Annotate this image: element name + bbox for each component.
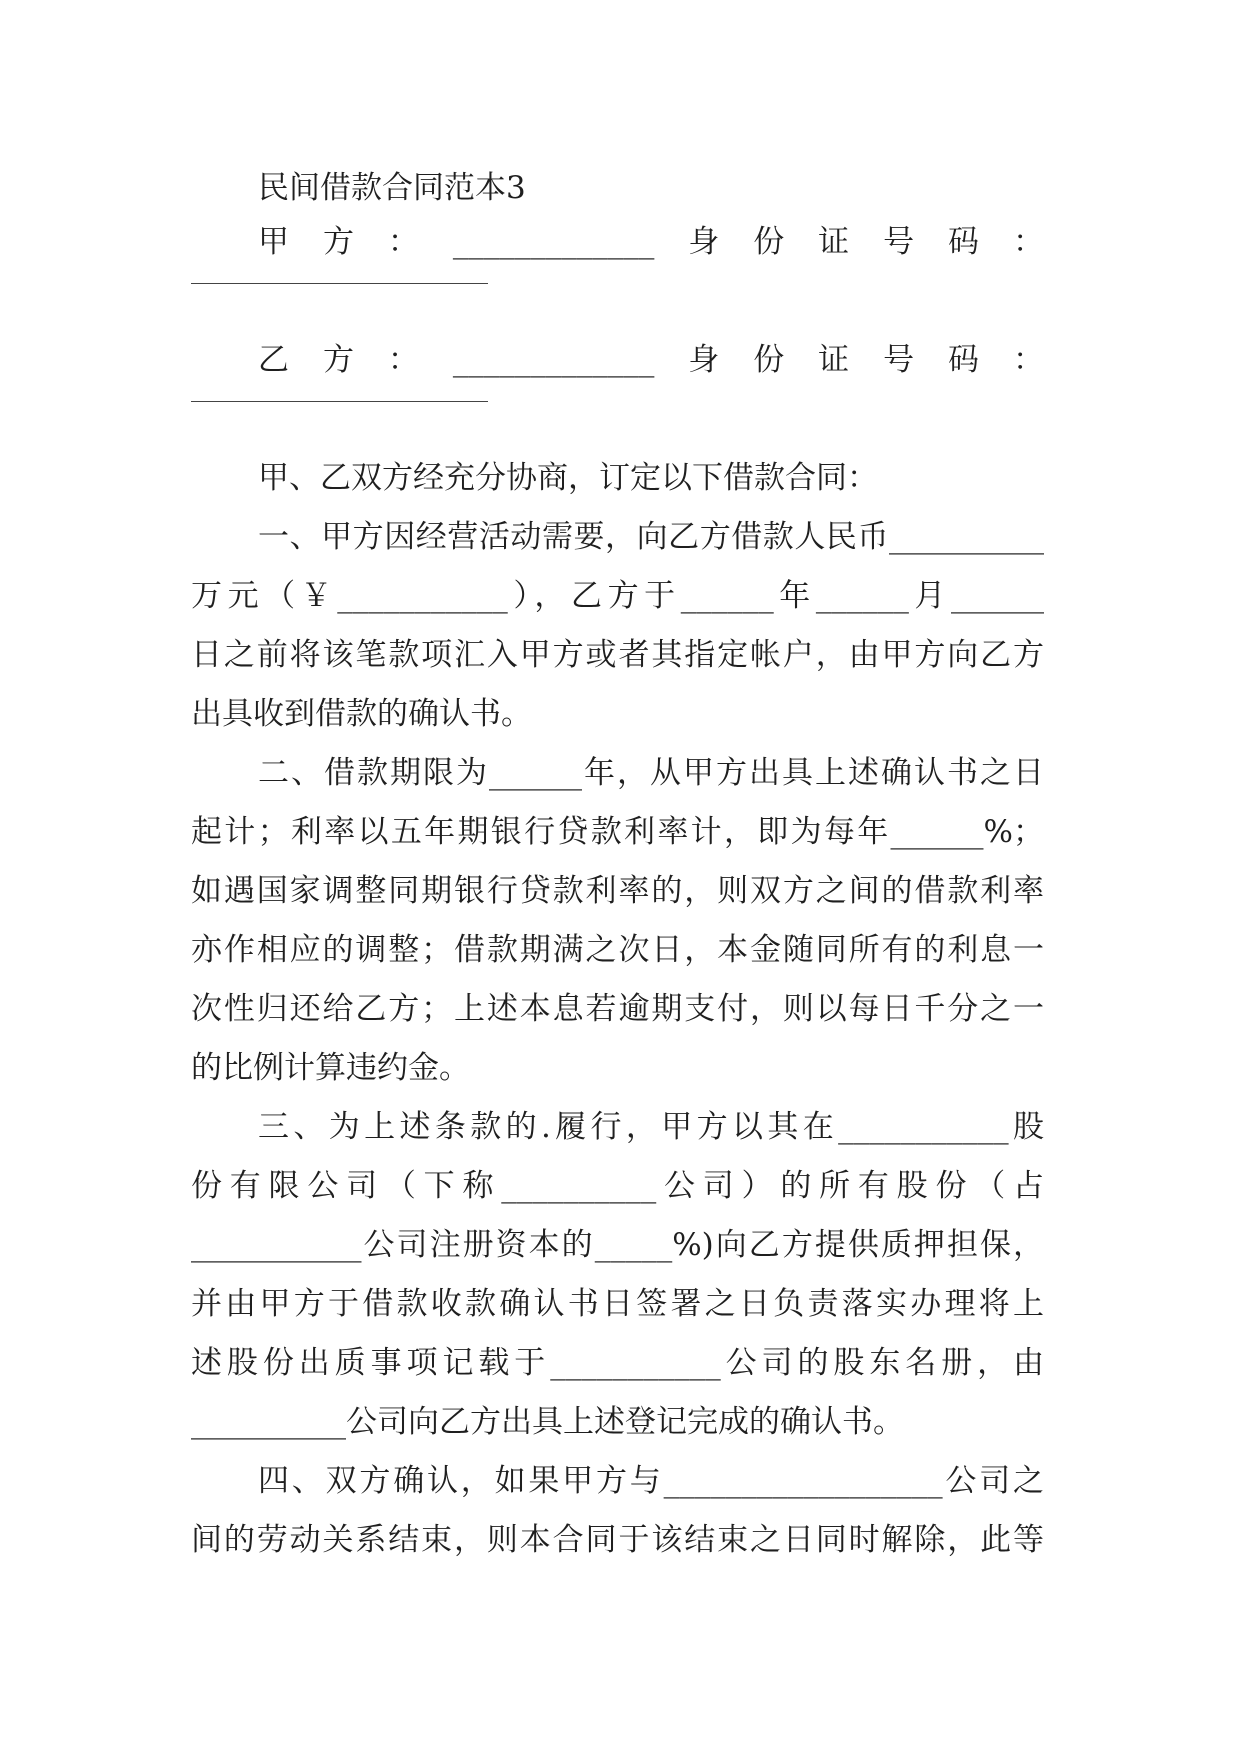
clause-1-line-2: 万元（￥___________），乙方于______年______月______ (191, 578, 1044, 614)
clause-4-line-2: 间的劳动关系结束，则本合同于该结束之日同时解除，此等 (191, 1522, 1044, 1558)
clause-2-line-1: 二、借款期限为______年，从甲方出具上述确认书之日 (258, 755, 1044, 791)
preamble-line: 甲、乙双方经充分协商，订定以下借款合同： (258, 460, 878, 496)
clause-2-line-3: 如遇国家调整同期银行贷款利率的，则双方之间的借款利率 (191, 873, 1044, 909)
clause-3-line-4: 并由甲方于借款收款确认书日签署之日负责落实办理将上 (191, 1286, 1044, 1322)
clause-1-line-3: 日之前将该笔款项汇入甲方或者其指定帐户，由甲方向乙方 (191, 637, 1044, 673)
clause-1-line-4: 出具收到借款的确认书。 (191, 696, 532, 732)
clause-3-line-2: 份有限公司（下称__________公司）的所有股份（占 (191, 1168, 1044, 1204)
clause-3-line-3: ___________公司注册资本的_____%)向乙方提供质押担保， (191, 1227, 1044, 1263)
party-a-line: 甲方：_____________身份证号码： (258, 224, 1044, 260)
clause-2-line-4: 亦作相应的调整；借款期满之次日，本金随同所有的利息一 (191, 932, 1044, 968)
clause-4-line-1: 四、双方确认，如果甲方与__________________公司之 (258, 1463, 1044, 1499)
party-b-id-blank (191, 401, 488, 402)
clause-3-line-5: 述股份出质事项记载于___________公司的股东名册，由 (191, 1345, 1044, 1381)
clause-1-line-1: 一、甲方因经营活动需要，向乙方借款人民币__________ (258, 519, 1044, 555)
party-b-line: 乙方：_____________身份证号码： (258, 342, 1044, 378)
clause-3-line-6: __________公司向乙方出具上述登记完成的确认书。 (191, 1404, 904, 1440)
document-title: 民间借款合同范本3 (258, 170, 526, 206)
clause-2-line-2: 起计；利率以五年期银行贷款利率计，即为每年______%； (191, 814, 1044, 850)
party-a-id-blank (191, 283, 488, 284)
clause-3-line-1: 三、为上述条款的.履行，甲方以其在___________股 (258, 1109, 1044, 1145)
clause-2-line-6: 的比例计算违约金。 (191, 1050, 470, 1086)
clause-2-line-5: 次性归还给乙方；上述本息若逾期支付，则以每日千分之一 (191, 991, 1044, 1027)
